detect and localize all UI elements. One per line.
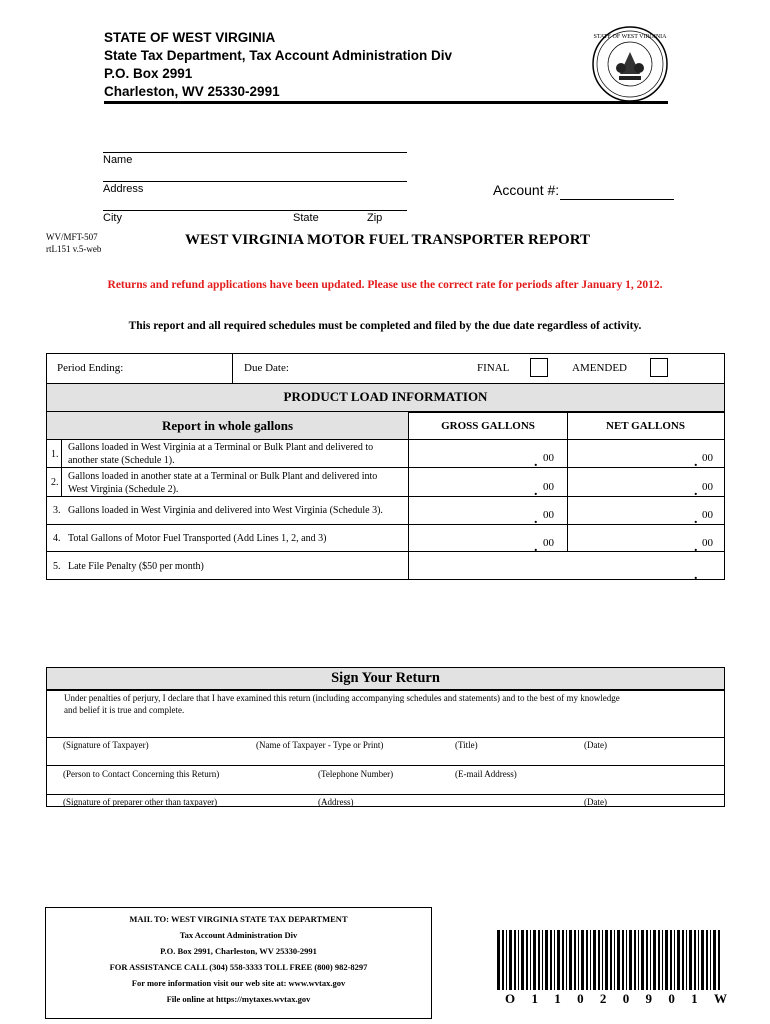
barcode-bar (701, 930, 704, 990)
signature-of-taxpayer-label: (Signature of Taxpayer) (63, 740, 149, 750)
barcode-bar (545, 930, 548, 990)
line-3-number: 3. (53, 505, 61, 516)
report-in-whole-gallons: Report in whole gallons (161, 418, 294, 433)
account-number-field[interactable] (560, 199, 674, 200)
row-line (46, 496, 725, 497)
row-line (46, 439, 725, 440)
barcode-bar (574, 930, 576, 990)
decimal-point: . (694, 512, 698, 527)
decimal-point: . (694, 455, 698, 470)
address-line[interactable] (103, 181, 407, 182)
barcode-char: 0 (622, 991, 630, 1006)
final-checkbox[interactable] (530, 358, 548, 377)
date-label: (Date) (584, 740, 607, 750)
barcode-bar (622, 930, 624, 990)
assistance-line: FOR ASSISTANCE CALL (304) 558-3333 TOLL FREE (800) 982-8297 (109, 962, 368, 972)
barcode-bar (598, 930, 600, 990)
city-label: City (103, 212, 122, 224)
barcode-bar (694, 930, 696, 990)
barcode-bar (617, 930, 620, 990)
line-3-net-cents[interactable]: 00 (702, 509, 713, 521)
line-4-number: 4. (53, 533, 61, 544)
line-4-description: Total Gallons of Motor Fuel Transported (Add Lines 1, 2, and 3) (68, 533, 327, 544)
barcode-bar (526, 930, 528, 990)
form-number: WV/MFT-507 (46, 232, 98, 242)
line-4-gross-cents[interactable]: 00 (543, 537, 554, 549)
barcode-bar (590, 930, 591, 990)
line-2-net-cents[interactable]: 00 (702, 481, 713, 493)
address-label: Address (103, 183, 144, 195)
line-2-description (68, 470, 408, 496)
decimal-point: . (534, 455, 538, 470)
barcode-char: 1 (531, 991, 538, 1006)
barcode-bar (674, 930, 675, 990)
name-of-taxpayer-label: (Name of Taxpayer - Type or Print) (256, 740, 384, 750)
barcode-bar (566, 930, 567, 990)
line-5-description: Late File Penalty ($50 per month) (68, 561, 204, 572)
barcode-bar (638, 930, 639, 990)
zip-label: Zip (367, 212, 383, 224)
agency-division: State Tax Department, Tax Account Administration Div (104, 48, 453, 63)
agency-state: STATE OF WEST VIRGINIA (104, 30, 276, 45)
barcode-char: 0 (577, 991, 584, 1006)
col-divider-2 (567, 411, 568, 551)
barcode-bar (698, 930, 699, 990)
agency-address-block (104, 29, 452, 101)
rate-update-notice: Returns and refund applications have been updated. Please use the correct rate for periods after January 1, 2012. (107, 279, 663, 291)
barcode-bar (650, 930, 651, 990)
mail-division-line: Tax Account Administration Div (179, 930, 298, 940)
line-1-number: 1. (51, 449, 59, 460)
barcode-char: 2 (599, 991, 607, 1006)
final-label: FINAL (477, 362, 510, 374)
telephone-label: (Telephone Number) (318, 769, 394, 779)
barcode-bar (521, 930, 524, 990)
barcode-char: O (505, 991, 516, 1006)
sign-your-return-title: Sign Your Return (331, 670, 440, 686)
form-revision: rtL151 v.5-web (46, 244, 102, 254)
line-2-number: 2. (51, 477, 59, 488)
barcode-char: 9 (645, 991, 652, 1006)
barcode-bar (713, 930, 716, 990)
line-2-gross-cents[interactable]: 00 (543, 481, 554, 493)
col-divider-1 (408, 411, 409, 579)
file-online-line: File online at https://mytaxes.wvtax.gov (166, 994, 311, 1004)
amended-label: AMENDED (572, 362, 627, 374)
due-date-label: Due Date: (244, 362, 289, 374)
barcode-bar (658, 930, 660, 990)
barcode-bar (626, 930, 627, 990)
decimal-point: . (694, 540, 698, 555)
date-label-2: (Date) (584, 797, 607, 807)
barcode-bar (514, 930, 516, 990)
line-2-text-a: Gallons loaded in another state at a Terminal or Bulk Plant and delivered into (68, 471, 378, 482)
barcode-bar (682, 930, 684, 990)
email-label: (E-mail Address) (455, 769, 517, 779)
signature-line-3[interactable] (46, 794, 725, 795)
city-state-zip-line[interactable] (103, 210, 407, 211)
row-line (46, 524, 725, 525)
barcode-bar (689, 930, 692, 990)
decimal-point: . (534, 540, 538, 555)
agency-city: Charleston, WV 25330-2991 (104, 84, 280, 99)
line-1-description (68, 441, 408, 467)
barcode-char: 1 (554, 991, 561, 1006)
row-line (46, 467, 725, 468)
barcode-icon (497, 930, 721, 990)
penalty-decimal-point[interactable]: . (694, 568, 698, 583)
barcode-bar (538, 930, 540, 990)
barcode-bar (710, 930, 711, 990)
declaration-line-1: Under penalties of perjury, I declare that I have examined this return (including accompanying schedules and statements) and to the best of my knowledge (64, 693, 620, 703)
net-gallons-header: NET GALLONS (606, 420, 685, 432)
account-number-label: Account #: (493, 182, 560, 198)
barcode-bar (562, 930, 564, 990)
barcode-bar (653, 930, 656, 990)
barcode-bar (497, 930, 500, 990)
title-label: (Title) (455, 740, 478, 750)
barcode-bar (518, 930, 519, 990)
period-divider (232, 353, 233, 384)
barcode-bar (530, 930, 531, 990)
state-label: State (293, 212, 319, 224)
amended-checkbox[interactable] (650, 358, 668, 377)
barcode-bar (677, 930, 680, 990)
row-line (46, 551, 725, 552)
barcode-bar (665, 930, 668, 990)
website-line: For more information visit our web site at: www.wvtax.gov (131, 978, 346, 988)
mail-address-line: P.O. Box 2991, Charleston, WV 25330-2991 (160, 946, 317, 956)
barcode-bar (593, 930, 596, 990)
barcode-bar (550, 930, 552, 990)
barcode-bar (718, 930, 720, 990)
barcode-bar (605, 930, 608, 990)
barcode-text (505, 991, 727, 1007)
contact-person-label: (Person to Contact Concerning this Return) (63, 769, 220, 779)
barcode-char: W (713, 991, 727, 1006)
line-2-text-b: West Virginia (Schedule 2). (68, 484, 179, 495)
period-ending-label: Period Ending: (57, 362, 124, 374)
barcode-bar (614, 930, 615, 990)
declaration-line-2: and belief it is true and complete. (64, 705, 185, 715)
preparer-signature-label: (Signature of preparer other than taxpayer) (63, 797, 218, 807)
barcode-bar (554, 930, 555, 990)
barcode-bar (602, 930, 603, 990)
line-1-text-a: Gallons loaded in West Virginia at a Terminal or Bulk Plant and delivered to (68, 442, 374, 453)
barcode-bar (586, 930, 588, 990)
line-3-description: Gallons loaded in West Virginia and delivered into West Virginia (Schedule 3). (68, 505, 383, 516)
barcode-bar (557, 930, 560, 990)
barcode-bar (578, 930, 579, 990)
barcode-bar (641, 930, 644, 990)
num-col-divider (61, 440, 62, 496)
barcode-bar (610, 930, 612, 990)
perjury-declaration (64, 692, 714, 716)
barcode-bar (533, 930, 536, 990)
line-5-number: 5. (53, 561, 61, 572)
agency-po-box: P.O. Box 2991 (104, 66, 193, 81)
decimal-point: . (534, 512, 538, 527)
line-3-gross-cents[interactable]: 00 (543, 509, 554, 521)
barcode-bar (581, 930, 584, 990)
barcode-bar (662, 930, 663, 990)
barcode-bar (686, 930, 687, 990)
line-1-gross-cents[interactable]: 00 (543, 452, 554, 464)
barcode-bar (634, 930, 636, 990)
barcode-char: 0 (668, 991, 675, 1006)
state-seal-icon (584, 24, 676, 104)
barcode-bar (509, 930, 512, 990)
signature-line-2[interactable] (46, 765, 725, 766)
line-4-net-cents[interactable]: 00 (702, 537, 713, 549)
line-1-text-b: another state (Schedule 1). (68, 455, 175, 466)
name-line[interactable] (103, 152, 407, 153)
decimal-point: . (694, 484, 698, 499)
decimal-point: . (534, 484, 538, 499)
mail-to-line: MAIL TO: WEST VIRGINIA STATE TAX DEPARTMENT (129, 914, 348, 924)
line-1-net-cents[interactable]: 00 (702, 452, 713, 464)
mailing-instructions (45, 907, 432, 1019)
barcode-bar (506, 930, 507, 990)
barcode-bar (629, 930, 632, 990)
barcode-bar (502, 930, 504, 990)
svg-text:STATE OF WEST VIRGINIA: STATE OF WEST VIRGINIA (593, 34, 667, 40)
barcode-bar (569, 930, 572, 990)
address-sign-label: (Address) (318, 797, 354, 807)
signature-line-1[interactable] (46, 737, 725, 738)
barcode-bar (670, 930, 672, 990)
barcode-bar (646, 930, 648, 990)
product-section-title: PRODUCT LOAD INFORMATION (283, 389, 488, 404)
barcode-bar (542, 930, 543, 990)
filing-notice: This report and all required schedules must be completed and filed by the due date regardless of activity. (128, 320, 642, 332)
form-title: WEST VIRGINIA MOTOR FUEL TRANSPORTER REPORT (185, 232, 591, 248)
barcode-char: 1 (691, 991, 698, 1006)
gross-gallons-header: GROSS GALLONS (441, 420, 535, 432)
name-label: Name (103, 154, 133, 166)
form-id-block (46, 231, 101, 255)
barcode-bar (706, 930, 708, 990)
